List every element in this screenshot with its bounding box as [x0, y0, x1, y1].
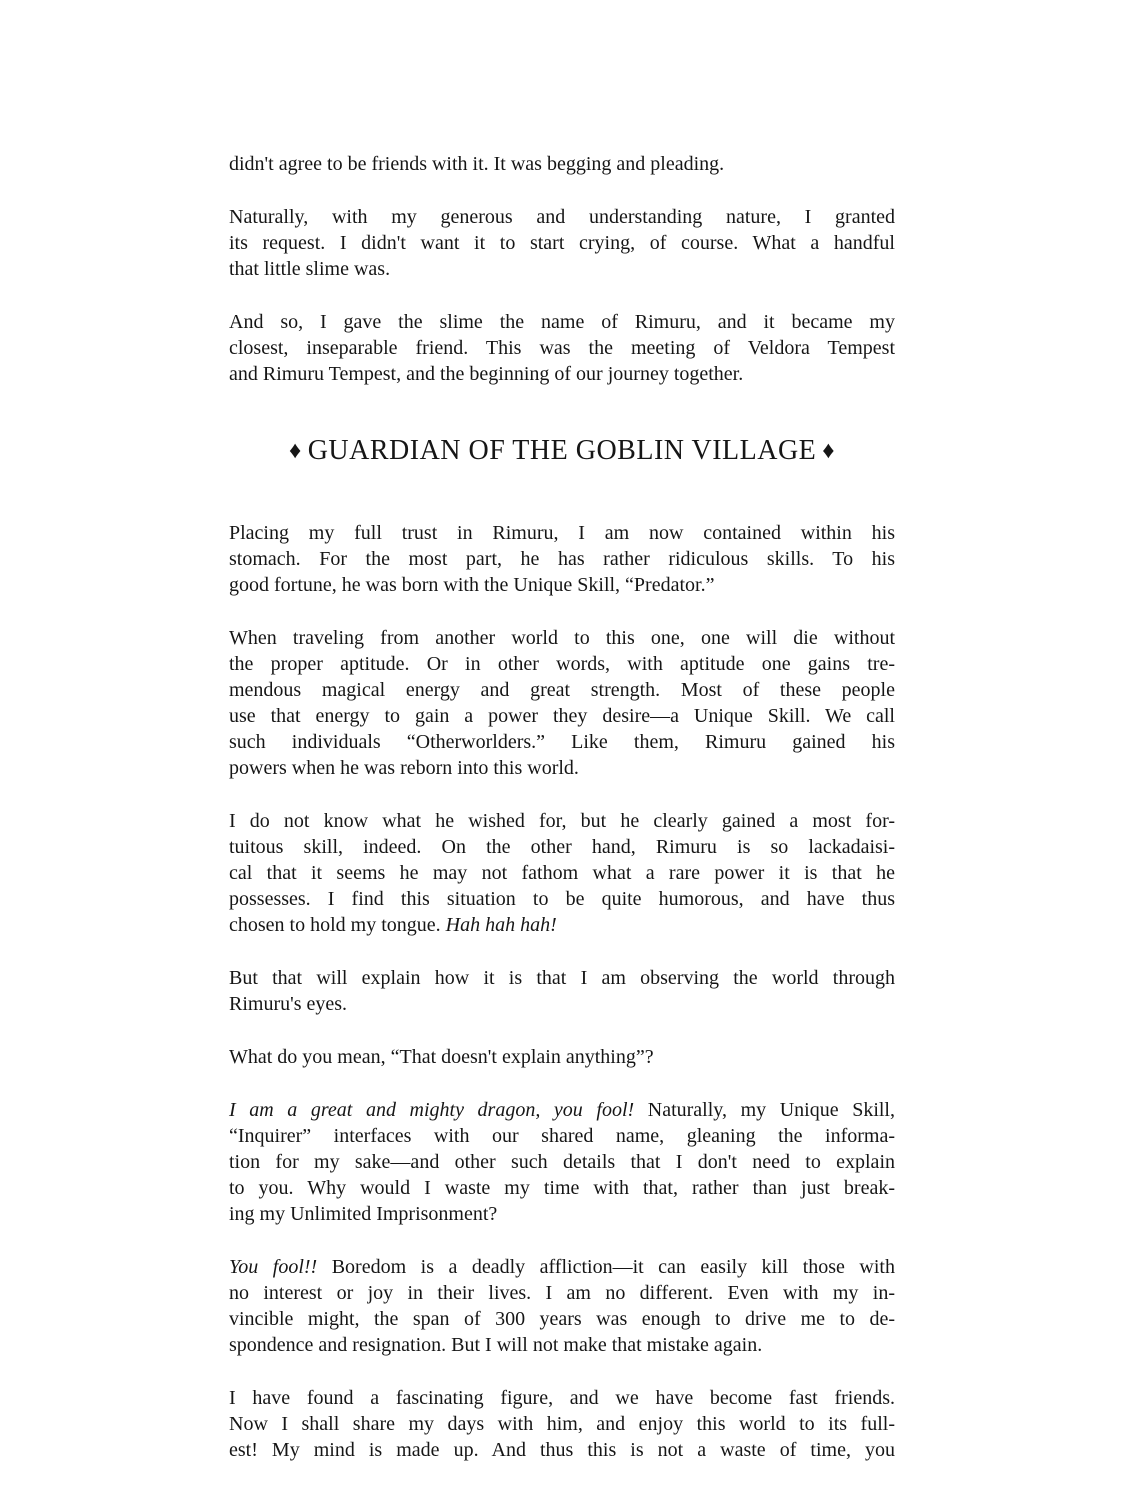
text-segment: powers when he was reborn into this world.	[229, 757, 579, 779]
text-line	[229, 834, 895, 860]
text-segment: good fortune, he was born with the Unique Skill, “Predator.”	[229, 574, 715, 596]
text-segment: ing my Unlimited Imprisonment?	[229, 1203, 498, 1225]
text-line	[229, 151, 895, 177]
text-line	[229, 965, 895, 991]
text-line	[229, 625, 895, 651]
text-segment: mendous magical energy and great strength. Most of these people	[229, 679, 895, 701]
paragraph	[229, 1385, 895, 1463]
text-line	[229, 520, 895, 546]
text-segment: Now I shall share my days with him, and enjoy this world to its full-	[229, 1413, 895, 1435]
text-line	[229, 335, 895, 361]
text-line	[229, 309, 895, 335]
text-line	[229, 1306, 895, 1332]
text-segment: closest, inseparable friend. This was the meeting of Veldora Tempest	[229, 337, 895, 359]
text-line	[229, 1437, 895, 1463]
text-line	[229, 651, 895, 677]
text-line	[229, 1097, 895, 1123]
text-segment: the proper aptitude. Or in other words, with aptitude one gains tre-	[229, 653, 895, 675]
text-line	[229, 1123, 895, 1149]
paragraph	[229, 309, 895, 387]
text-line	[229, 1332, 895, 1358]
text-segment: “Inquirer” interfaces with our shared name, gleaning the informa-	[229, 1125, 895, 1147]
text-line	[229, 1254, 895, 1280]
text-segment: tion for my sake—and other such details that I don't need to explain	[229, 1151, 895, 1173]
italic-text-segment: You fool!!	[229, 1256, 318, 1278]
text-segment: Boredom is a deadly affliction—it can easily kill those with	[317, 1256, 895, 1278]
text-segment: possesses. I find this situation to be quite humorous, and have thus	[229, 888, 895, 910]
text-line	[229, 572, 895, 598]
text-line	[229, 729, 895, 755]
paragraph	[229, 1044, 895, 1070]
text-line	[229, 808, 895, 834]
text-segment: Naturally, with my generous and understanding nature, I granted	[229, 206, 895, 228]
text-segment: to you. Why would I waste my time with that, rather than just break-	[229, 1177, 895, 1199]
text-line	[229, 1385, 895, 1411]
text-line	[229, 1411, 895, 1437]
text-segment: cal that it seems he may not fathom what a rare power it is that he	[229, 862, 895, 884]
paragraph	[229, 151, 895, 177]
text-line	[229, 1280, 895, 1306]
text-segment: But that will explain how it is that I am observing the world through	[229, 967, 895, 989]
text-segment: Naturally, my Unique Skill,	[634, 1099, 895, 1121]
text-line	[229, 1201, 895, 1227]
paragraph	[229, 1254, 895, 1358]
text-line	[229, 755, 895, 781]
text-segment: and Rimuru Tempest, and the beginning of our journey together.	[229, 363, 744, 385]
text-segment: tuitous skill, indeed. On the other hand, Rimuru is so lackadaisi-	[229, 836, 895, 858]
text-column	[229, 0, 895, 1463]
text-segment: its request. I didn't want it to start crying, of course. What a handful	[229, 232, 895, 254]
text-segment: What do you mean, “That doesn't explain anything”?	[229, 1046, 654, 1068]
text-segment: use that energy to gain a power they desire—a Unique Skill. We call	[229, 705, 895, 727]
text-line	[229, 703, 895, 729]
text-line	[229, 546, 895, 572]
text-segment: no interest or joy in their lives. I am no different. Even with my in-	[229, 1282, 895, 1304]
italic-text-segment: Hah hah hah!	[445, 914, 557, 936]
text-segment: est! My mind is made up. And thus this is not a waste of time, you	[229, 1439, 895, 1461]
text-segment: vincible might, the span of 300 years was enough to drive me to de-	[229, 1308, 895, 1330]
text-segment: spondence and resignation. But I will not make that mistake again.	[229, 1334, 763, 1356]
text-segment: stomach. For the most part, he has rather ridiculous skills. To his	[229, 548, 895, 570]
text-line	[229, 991, 895, 1017]
diamond-ornament-left-icon: ♦	[288, 438, 302, 464]
italic-text-segment: I am a great and mighty dragon, you fool!	[229, 1099, 635, 1121]
diamond-ornament-right-icon: ♦	[822, 438, 836, 464]
section-heading	[229, 434, 895, 469]
text-segment: And so, I gave the slime the name of Rimuru, and it became my	[229, 311, 895, 333]
text-line	[229, 204, 895, 230]
text-line	[229, 1175, 895, 1201]
text-segment: I have found a fascinating figure, and we have become fast friends.	[229, 1387, 895, 1409]
text-line	[229, 886, 895, 912]
text-segment: didn't agree to be friends with it. It was begging and pleading.	[229, 153, 725, 175]
text-segment: such individuals “Otherworlders.” Like them, Rimuru gained his	[229, 731, 895, 753]
text-segment: Rimuru's eyes.	[229, 993, 348, 1015]
text-line	[229, 256, 895, 282]
text-segment: chosen to hold my tongue.	[229, 914, 446, 936]
text-segment: that little slime was.	[229, 258, 391, 280]
paragraph	[229, 1097, 895, 1227]
section-heading-text: GUARDIAN OF THE GOBLIN VILLAGE	[307, 435, 817, 466]
text-segment: Placing my full trust in Rimuru, I am now contained within his	[229, 522, 895, 544]
text-line	[229, 677, 895, 703]
text-segment: When traveling from another world to this one, one will die without	[229, 627, 895, 649]
text-line	[229, 230, 895, 256]
paragraph	[229, 204, 895, 282]
paragraph	[229, 520, 895, 598]
text-line	[229, 1149, 895, 1175]
text-segment: I do not know what he wished for, but he clearly gained a most for-	[229, 810, 895, 832]
text-line	[229, 912, 895, 938]
paragraph	[229, 625, 895, 781]
paragraph	[229, 808, 895, 938]
text-line	[229, 1044, 895, 1070]
text-line	[229, 860, 895, 886]
text-line	[229, 361, 895, 387]
paragraph	[229, 965, 895, 1017]
